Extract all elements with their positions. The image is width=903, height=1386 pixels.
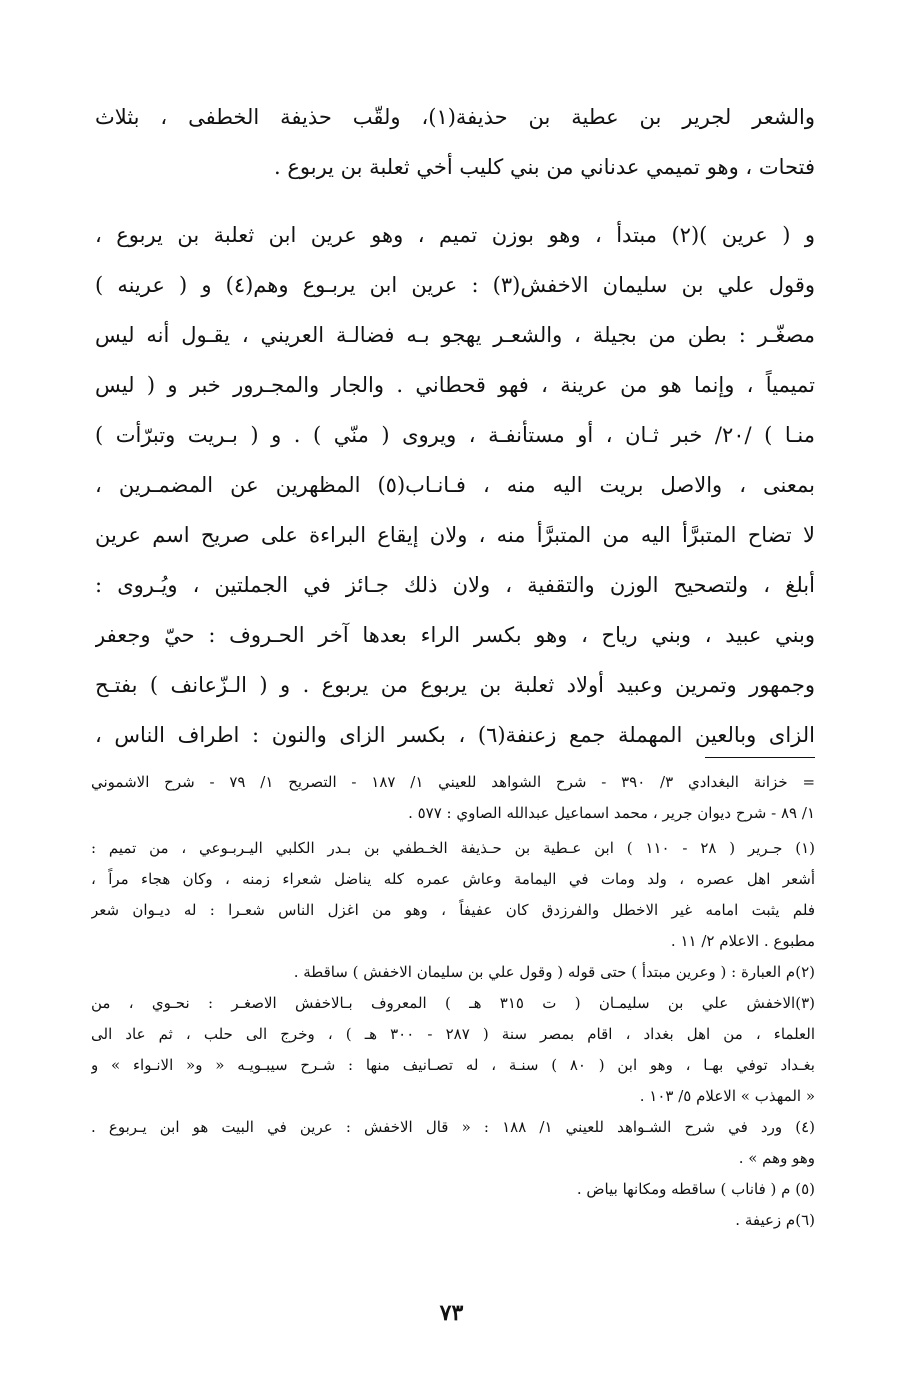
text-line: فتحات ، وهو تميمي عدناني من بني كليب أخي ثعلبة بن يربوع . [274, 155, 815, 179]
footnote-line: = خزانة البغدادي ٣/ ٣٩٠ - شرح الشواهد للعيني ١/ ١٨٧ - التصريح ١/ ٧٩ - شرح الاشموني [91, 773, 815, 791]
footnote-line: (١) جـرير ( ٢٨ - ١١٠ ) ابن عـطية بن حـذيفة الخـطفي بن بـدر الكلبي اليـربـوعي ، من تميم : [91, 839, 815, 857]
text-line: بمعنى ، والاصل بريت اليه منه ، فـانـاب(٥) المظهرين عن المضمـرين ، [95, 473, 815, 497]
footnote-2 [91, 957, 815, 988]
text-line: وقول علي بن سليمان الاخفش(٣) : عرين ابن يربـوع وهم(٤) و ( عرينه ) [95, 273, 815, 297]
main-text [95, 92, 815, 760]
footnote-line: مطبوع . الاعلام ٢/ ١١ . [670, 932, 815, 950]
footnote-line: وهو وهم » . [738, 1149, 815, 1167]
footnote-continuation [91, 767, 815, 829]
footnote-1 [91, 833, 815, 957]
footnote-line: العلماء ، من اهل بغداد ، اقام بمصر سنة ( ٢٨٧ - ٣٠٠ هـ ) ، وخرج الى حلب ، ثم عاد الى [91, 1025, 815, 1043]
footnote-5 [91, 1174, 815, 1205]
footnote-line: أشعر اهل عصره ، ولد ومات في اليمامة وعاش عمره كله يناضل شعراء زمنه ، وكان هجاء مراً ، [91, 870, 815, 888]
page-number: ٧٣ [439, 1300, 464, 1326]
text-line: والشعر لجرير بن عطية بن حذيفة(١)، ولقّب حذيفة الخطفى ، بثلاث [95, 105, 815, 129]
text-line: منـا ) /٢٠/ خبر ثـان ، أو مستأنفـة ، ويروى ( منّي ) . و ( بـريت وتبرّأت ) [95, 423, 815, 447]
text-line: وجمهور وتمرين وعبيد أولاد ثعلبة بن يربوع من يربوع . و ( الـزّعانف ) بفتـح [95, 673, 815, 697]
footnote-4 [91, 1112, 815, 1174]
footnote-line: (٢)م العبارة : ( وعرين مبتدأ ) حتى قوله ( وقول علي بن سليمان الاخفش ) ساقطة . [293, 963, 815, 981]
footnote-3 [91, 988, 815, 1112]
text-line: أبلغ ، ولتصحيح الوزن والتقفية ، ولان ذلك جـائز في الجملتين ، ويُـروى : [95, 573, 815, 597]
footnotes [91, 767, 815, 1236]
footnote-line: (٤) ورد في شرح الشـواهد للعيني ١/ ١٨٨ : « قال الاخفش : عرين في البيت هو ابن يـربوع . [91, 1118, 815, 1136]
text-line: تميمياً ، وإنما هو من عرينة ، فهو قحطاني . والجار والمجـرور خبر و ( ليس [95, 373, 815, 397]
footnote-line: « المهذب » الاعلام ٥/ ١٠٣ . [639, 1087, 815, 1105]
footnote-line: (٦)م زعيفة . [735, 1211, 815, 1229]
text-line: لا تضاح المتبرَّأ اليه من المتبرَّأ منه ، ولان إيقاع البراءة على صريح اسم عرين [95, 523, 815, 547]
footnote-divider [705, 757, 815, 758]
paragraph-2 [95, 210, 815, 760]
footnote-line: بغـداد توفي بهـا ، وهو ابن ( ٨٠ ) سنـة ، له تصـانيف منها : شـرح سيبـويـه « و« الانـواء » و [91, 1056, 815, 1074]
text-line: مصغّـر : بطن من بجيلة ، والشعـر يهجو بـه فضالـة العريني ، يقـول أنه ليس [95, 323, 815, 347]
paragraph-1 [95, 92, 815, 192]
text-line: و ( عرين )(٢) مبتدأ ، وهو بوزن تميم ، وهو عرين ابن ثعلبة بن يربوع ، [95, 223, 815, 247]
footnote-6 [91, 1205, 815, 1236]
footnote-line: (٥) م ( فاناب ) ساقطه ومكانها بياض . [576, 1180, 815, 1198]
footnote-line: فلم يثبت امامه غير الاخطل والفرزدق كان عفيفاً ، وهو من اغزل الناس شعـرا : له ديـوان شعر [91, 901, 815, 919]
footnote-line: (٣)الاخفش علي بن سليمـان ( ت ٣١٥ هـ ) المعروف بـالاخفش الاصغـر : نحـوي ، من [91, 994, 815, 1012]
footnote-line: ١/ ٨٩ - شرح ديوان جرير ، محمد اسماعيل عبدالله الصاوي : ٥٧٧ . [408, 804, 815, 822]
text-line: وبني عبيد ، وبني رياح ، وهو بكسر الراء بعدها آخر الحـروف : حيّ وجعفر [95, 623, 815, 647]
text-line: الزاى وبالعين المهملة جمع زعنفة(٦) ، بكسر الزاى والنون : اطراف الناس ، [95, 723, 815, 747]
